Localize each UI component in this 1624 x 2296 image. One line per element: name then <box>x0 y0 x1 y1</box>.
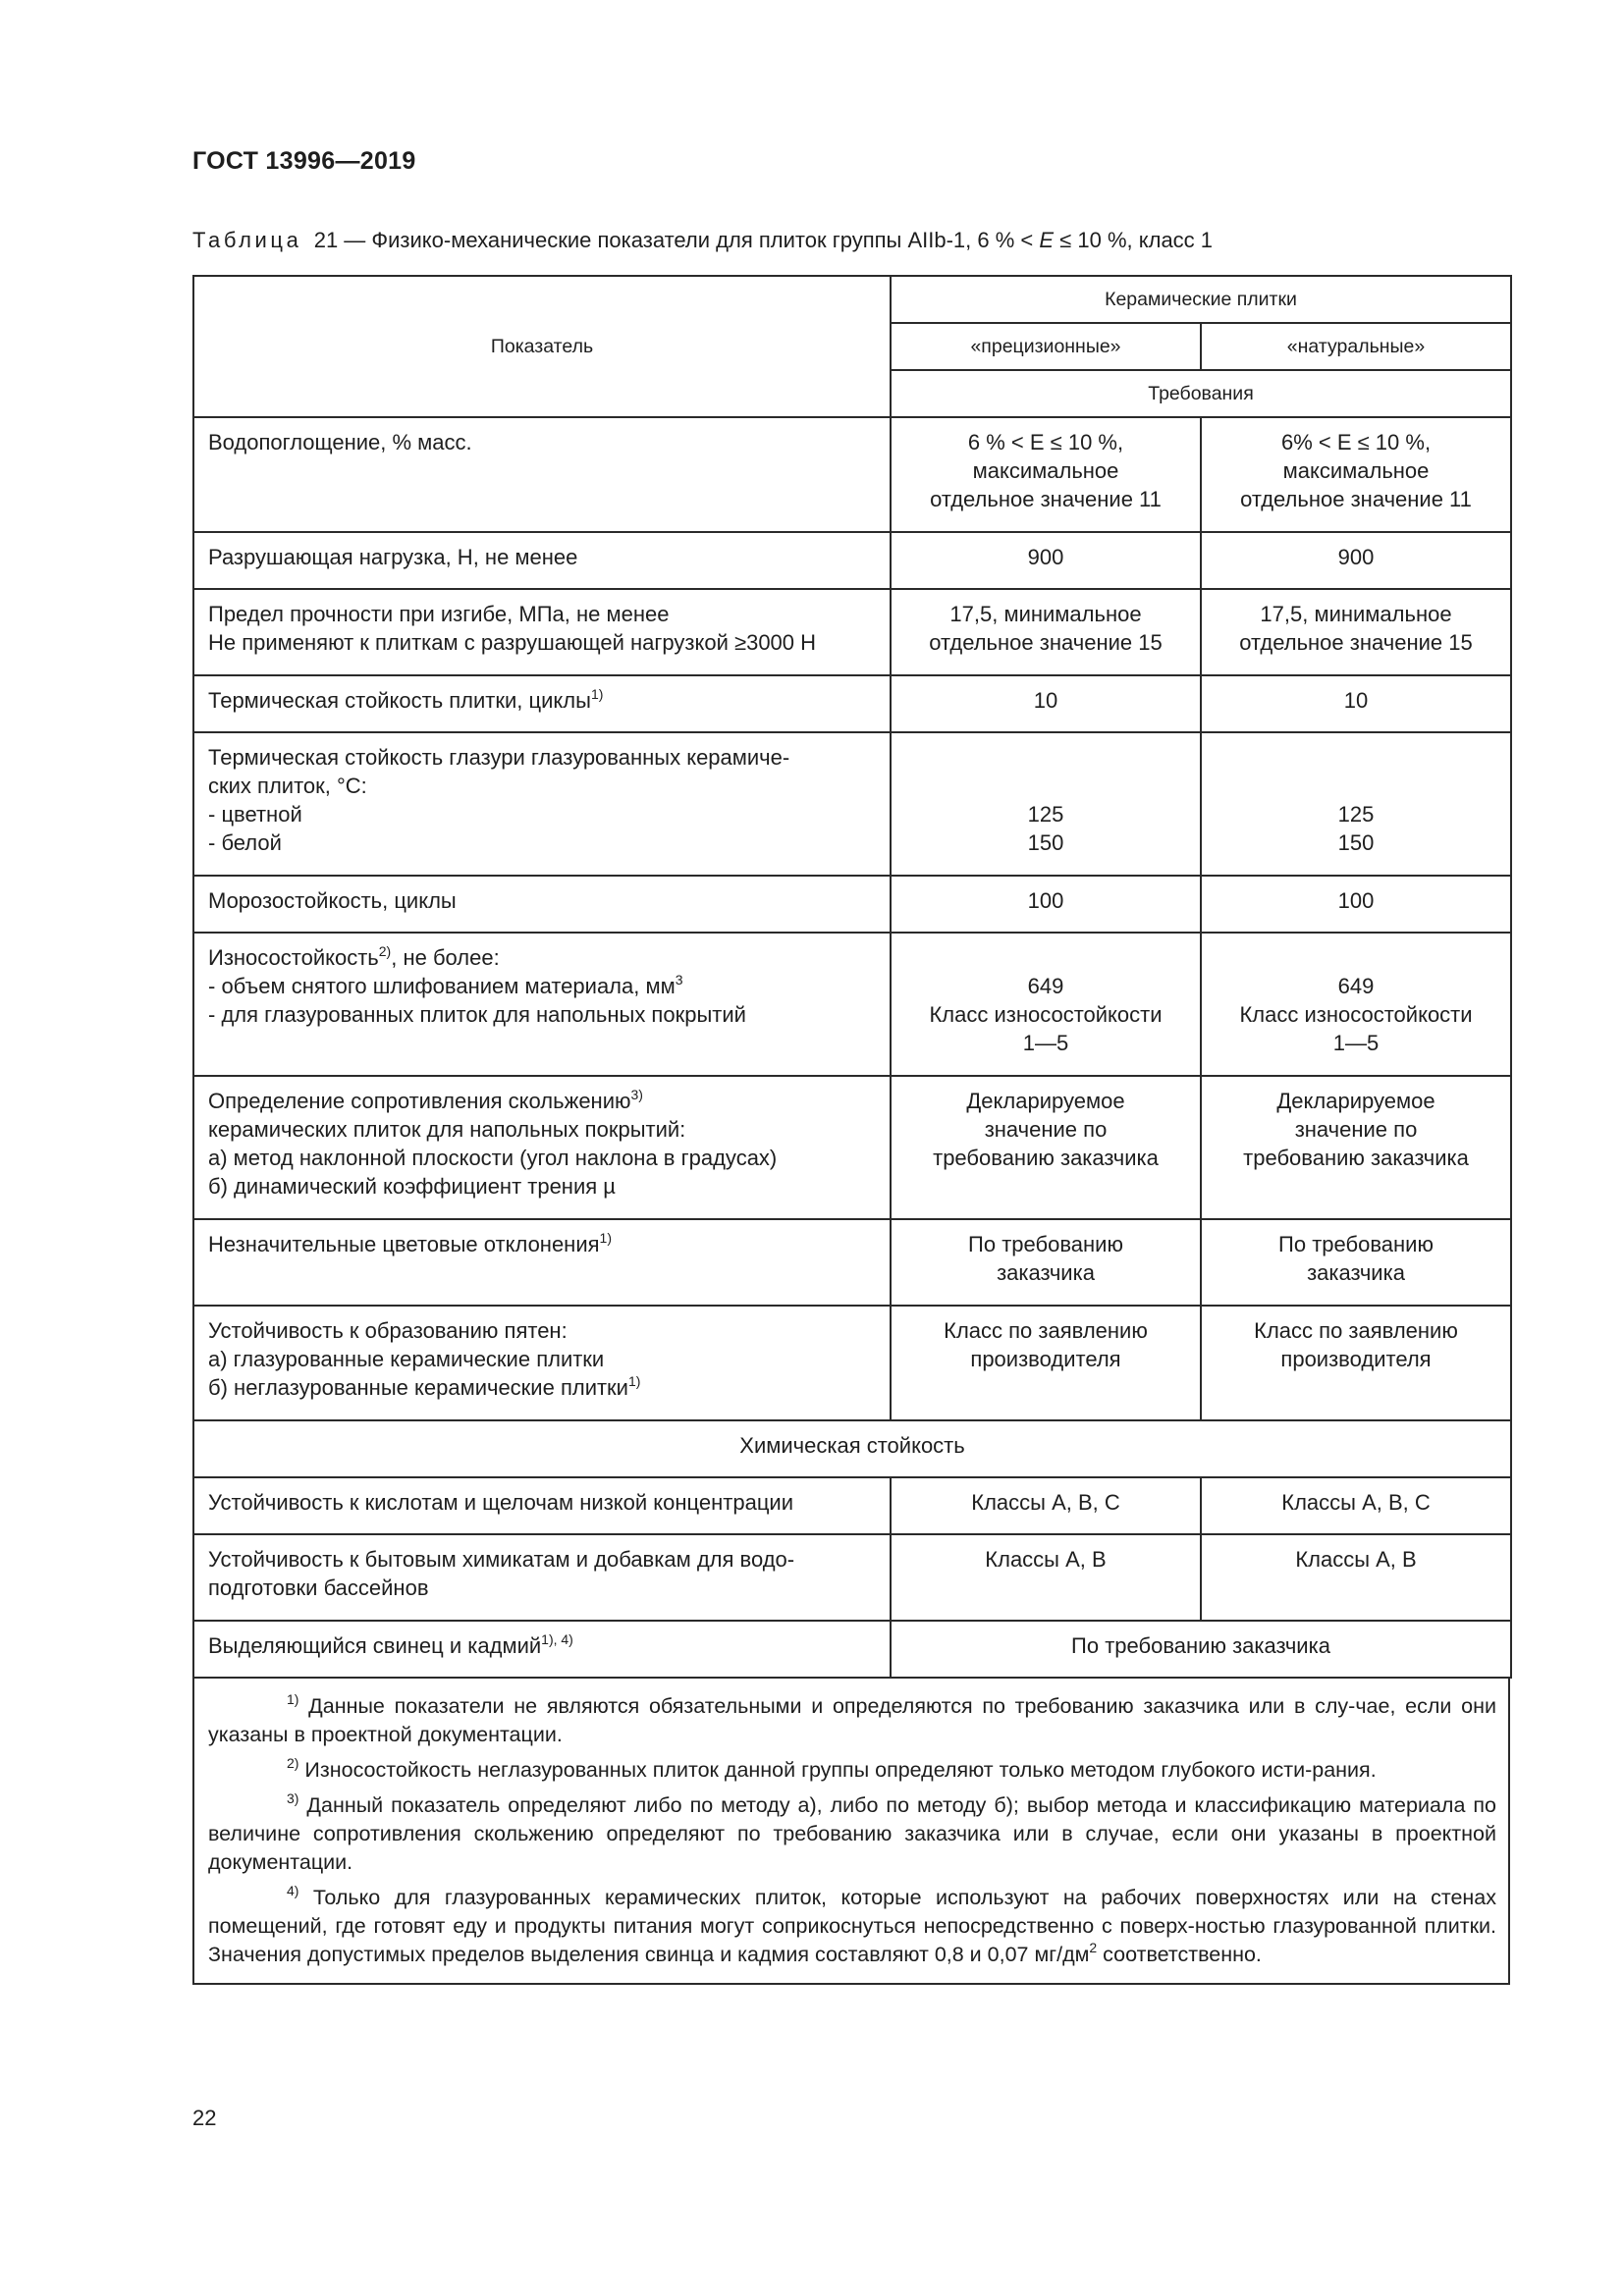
cell-line: 125 <box>1027 802 1064 827</box>
row-label-line: керамических плиток для напольных покрытий: <box>208 1117 686 1142</box>
cell-line: Декларируемое <box>1276 1089 1435 1113</box>
cell-precision <box>891 417 1201 532</box>
row-label <box>193 1306 891 1420</box>
cell-line: значение по <box>1294 1117 1418 1142</box>
row-label-line: подготовки бассейнов <box>208 1575 429 1600</box>
table-row <box>193 1076 1511 1219</box>
footnote-2 <box>208 1756 1496 1785</box>
cell-natural <box>1201 417 1511 532</box>
table-row <box>193 1477 1511 1534</box>
cell-natural <box>1201 589 1511 675</box>
footnote-ref: 1) <box>627 1372 641 1389</box>
cell-line: требованию заказчика <box>1243 1146 1469 1170</box>
table-row <box>193 1306 1511 1420</box>
cell-precision <box>891 589 1201 675</box>
table-row <box>193 876 1511 933</box>
cell-line: 1—5 <box>1022 1031 1069 1055</box>
table-row <box>193 589 1511 675</box>
table-row <box>193 1621 1511 1678</box>
cell-line: Класс износостойкости <box>929 1002 1163 1027</box>
row-label: Разрушающая нагрузка, Н, не менее <box>193 532 891 589</box>
row-label <box>193 1076 891 1219</box>
row-label <box>193 1219 891 1306</box>
header-requirements: Требования <box>891 370 1511 417</box>
row-label-line: Не применяют к плиткам с разрушающей нагрузкой ≥3000 Н <box>208 630 817 655</box>
table-row <box>193 1219 1511 1306</box>
row-label <box>193 589 891 675</box>
cell-line: отдельное значение 11 <box>930 487 1162 511</box>
row-label-line: Предел прочности при изгибе, МПа, не менее <box>208 602 670 626</box>
cell-natural: Классы А, В, С <box>1201 1477 1511 1534</box>
footnote-ref: 2) <box>378 942 392 959</box>
row-label-line: а) глазурованные керамические плитки <box>208 1347 605 1371</box>
cell-line: По требованию <box>968 1232 1123 1256</box>
cell-line: 6% < E ≤ 10 %, <box>1280 430 1432 454</box>
cell-precision <box>891 1076 1201 1219</box>
table-row <box>193 1534 1511 1621</box>
footnote-text: Данный показатель определяют либо по методу а), либо по методу б); выбор метода и классификацию материала по величине сопротивления скольжению определяют по требованию заказчика или в случае, если они указаны в проектной документации. <box>208 1793 1496 1874</box>
footnote-4 <box>208 1884 1496 1969</box>
footnote-text: Данные показатели не являются обязательными и определяются по требованию заказчика или в слу-чае, если они указаны в проектной документации. <box>208 1694 1496 1746</box>
row-label-text: Износостойкость <box>208 945 379 970</box>
row-label <box>193 675 891 732</box>
cell-line: 150 <box>1027 830 1064 855</box>
row-label-line: Устойчивость к бытовым химикатам и добавкам для водо- <box>208 1547 795 1572</box>
cell-precision <box>891 1219 1201 1306</box>
cell-line: производителя <box>1280 1347 1432 1371</box>
footnote-ref: 1), 4) <box>541 1630 573 1647</box>
cell-line: По требованию <box>1278 1232 1434 1256</box>
cell-line: 17,5, минимальное <box>949 602 1142 626</box>
footnote-mark: 2) <box>287 1754 299 1771</box>
footnote-ref: 1) <box>590 685 604 702</box>
unit-exponent: 2 <box>1089 1939 1098 1955</box>
cell-line: 6 % < E ≤ 10 %, <box>967 430 1124 454</box>
footnote-3 <box>208 1791 1496 1877</box>
cell-line: значение по <box>984 1117 1108 1142</box>
caption-symbol: E <box>1039 228 1055 252</box>
header-indicator: Показатель <box>193 276 891 417</box>
table-row <box>193 675 1511 732</box>
cell-precision: 900 <box>891 532 1201 589</box>
cell-line: 649 <box>1337 974 1375 998</box>
footnote-text: соответственно. <box>1097 1943 1262 1966</box>
table-footnotes <box>192 1679 1510 1985</box>
table-row <box>193 732 1511 876</box>
row-label-text: Выделяющийся свинец и кадмий <box>208 1633 542 1658</box>
cell-natural: 900 <box>1201 532 1511 589</box>
row-label-text: Незначительные цветовые отклонения <box>208 1232 600 1256</box>
cell-line: производителя <box>970 1347 1121 1371</box>
cell-line: Класс износостойкости <box>1239 1002 1473 1027</box>
cell-line: требованию заказчика <box>933 1146 1159 1170</box>
cell-line: 649 <box>1027 974 1064 998</box>
cell-natural <box>1201 1306 1511 1420</box>
cell-natural <box>1201 1219 1511 1306</box>
cell-precision <box>891 933 1201 1076</box>
row-label: Устойчивость к кислотам и щелочам низкой концентрации <box>193 1477 891 1534</box>
table-row <box>193 532 1511 589</box>
cell-natural <box>1201 933 1511 1076</box>
cell-line: максимальное <box>972 458 1119 483</box>
cell-line: 150 <box>1337 830 1375 855</box>
cell-line: 125 <box>1337 802 1375 827</box>
header-group: Керамические плитки <box>891 276 1511 323</box>
row-label-text: Термическая стойкость плитки, циклы <box>208 688 591 713</box>
cell-line: отдельное значение 15 <box>1239 630 1473 655</box>
table-row <box>193 933 1511 1076</box>
properties-table <box>192 275 1512 1679</box>
row-label <box>193 933 891 1076</box>
row-label-line: Устойчивость к образованию пятен: <box>208 1318 568 1343</box>
footnote-mark: 3) <box>287 1789 299 1806</box>
row-label-line: - цветной <box>208 802 302 827</box>
footnote-ref: 1) <box>599 1229 612 1246</box>
cell-line: Класс по заявлению <box>944 1318 1148 1343</box>
row-label: Морозостойкость, циклы <box>193 876 891 933</box>
caption-number: 21 <box>313 228 339 252</box>
cell-line: отдельное значение 15 <box>929 630 1163 655</box>
cell-line: максимальное <box>1282 458 1430 483</box>
cell-line: Класс по заявлению <box>1254 1318 1458 1343</box>
cell-natural <box>1201 732 1511 876</box>
section-row <box>193 1420 1511 1477</box>
cell-line: 1—5 <box>1332 1031 1380 1055</box>
caption-label: Таблица <box>192 228 302 252</box>
cell-line: Декларируемое <box>966 1089 1125 1113</box>
caption-text-after: ≤ 10 %, класс 1 <box>1054 228 1214 252</box>
row-label-line: ских плиток, °С: <box>208 774 367 798</box>
row-label <box>193 1621 891 1678</box>
footnote-1 <box>208 1692 1496 1749</box>
row-label-text: , не более: <box>391 945 500 970</box>
cell-precision: 10 <box>891 675 1201 732</box>
caption-text-before: — Физико-механические показатели для плиток группы AIIb-1, 6 % < <box>338 228 1040 252</box>
footnote-text: Износостойкость неглазурованных плиток данной группы определяют только методом глубокого исти-рания. <box>298 1758 1377 1782</box>
cell-line: отдельное значение 11 <box>1240 487 1472 511</box>
table-container <box>192 275 1510 1985</box>
page-number: 22 <box>192 2106 217 2130</box>
row-label <box>193 1534 891 1621</box>
cell-natural <box>1201 1076 1511 1219</box>
row-label-line: б) динамический коэффициент трения µ <box>208 1174 616 1199</box>
row-label-line: Термическая стойкость глазури глазурованных керамиче- <box>208 745 790 770</box>
footnote-ref: 3) <box>630 1086 643 1102</box>
cell-precision <box>891 1306 1201 1420</box>
cell-precision: 100 <box>891 876 1201 933</box>
header-col-natural: «натуральные» <box>1201 323 1511 370</box>
cell-precision <box>891 732 1201 876</box>
cell-precision: Классы А, В, С <box>891 1477 1201 1534</box>
cell-merged: По требованию заказчика <box>891 1621 1511 1678</box>
row-label: Водопоглощение, % масс. <box>193 417 891 532</box>
cell-natural: 100 <box>1201 876 1511 933</box>
unit-exponent: 3 <box>675 971 683 988</box>
cell-natural: 10 <box>1201 675 1511 732</box>
section-chemical-resistance: Химическая стойкость <box>193 1420 1511 1477</box>
cell-precision: Классы А, В <box>891 1534 1201 1621</box>
footnote-mark: 4) <box>287 1882 299 1898</box>
row-label-line: б) неглазурованные керамические плитки <box>208 1375 628 1400</box>
table-row <box>193 417 1511 532</box>
cell-line: заказчика <box>997 1260 1095 1285</box>
row-label <box>193 732 891 876</box>
cell-line: 17,5, минимальное <box>1260 602 1452 626</box>
row-label-line: - белой <box>208 830 282 855</box>
footnote-text: Только для глазурованных керамических плиток, которые используют на рабочих поверхностях или на стенах помещений, где готовят еду и продукты питания могут соприкоснуться непосредственно с поверх-ностью глазурованной плитки. Значения допустимых пределов выделения свинца и кадмия составляют 0,8 и 0,07 мг/дм <box>208 1886 1496 1966</box>
row-label-line: - объем снятого шлифованием материала, мм <box>208 974 676 998</box>
row-label-line: - для глазурованных плиток для напольных покрытий <box>208 1002 746 1027</box>
row-label-line: а) метод наклонной плоскости (угол наклона в градусах) <box>208 1146 778 1170</box>
table-caption <box>192 228 1213 253</box>
document-header: ГОСТ 13996—2019 <box>192 147 416 175</box>
header-col-precision: «прецизионные» <box>891 323 1201 370</box>
row-label-text: Определение сопротивления скольжению <box>208 1089 631 1113</box>
footnote-mark: 1) <box>287 1690 299 1707</box>
cell-natural: Классы А, В <box>1201 1534 1511 1621</box>
cell-line: заказчика <box>1307 1260 1405 1285</box>
